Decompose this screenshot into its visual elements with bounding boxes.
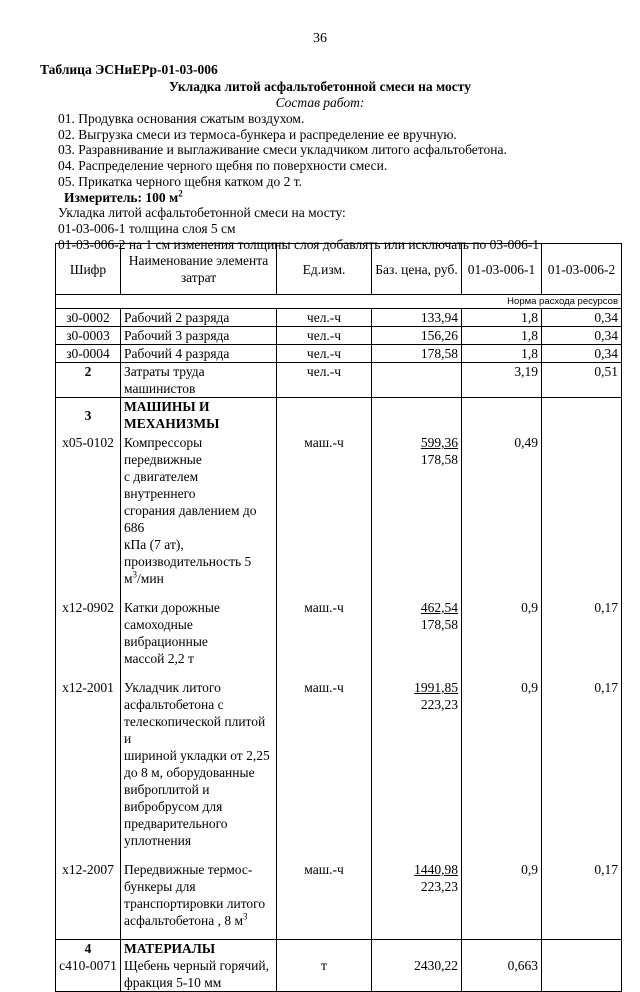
norm-row [56,295,622,309]
cell-price: 2430,22 [372,957,462,992]
measurer: Измеритель: 100 $м^2$ [64,188,183,205]
cell-code: 2 [56,363,121,398]
section-row [56,398,622,433]
cell-unit: маш.-ч [277,597,372,677]
page-number: 36 [313,31,327,46]
work-heading: Состав работ: [275,95,365,110]
description-line: Укладка литой асфальтобетонной смеси на мосту: [58,205,346,221]
cell-value-2: 0,34 [542,345,622,363]
cell-code: х12-2001 [56,677,121,859]
cell-code: з0-0002 [56,309,121,327]
cell-unit: маш.-ч [277,677,372,859]
cell-value-1: 1,8 [462,309,542,327]
norm-label: Норма расхода ресурсов [56,295,622,309]
cell-price [372,398,462,433]
cell-unit: маш.-ч [277,859,372,940]
header-code: Шифр [56,244,121,295]
cell-price: 599,36 178,58 [372,432,462,597]
cell-code: х12-2007 [56,859,121,940]
work-description [58,111,539,252]
cell-code: 4 [56,940,121,958]
cell-code: х05-0102 [56,432,121,597]
cell-price: 1440,98 223,23 [372,859,462,940]
labor-row [56,327,622,345]
cell-unit [277,940,372,958]
cell-name: Компрессоры передвижные с двигателем внутреннего сгорания давлением до 686 кПа (7 ат), производительность 5 $м^3$/мин [121,432,277,597]
description-line: 01-03-006-1 толщина слоя 5 см [58,220,236,236]
resource-table [55,243,622,992]
header-col2: 01-03-006-2 [542,244,622,295]
labor-row [56,345,622,363]
cell-unit [277,398,372,433]
cell-name: Рабочий 3 разряда [121,327,277,345]
table-header-row [56,244,622,295]
header-name: Наименование элемента затрат [121,244,277,295]
cell-code: з0-0004 [56,345,121,363]
cell-unit: чел.-ч [277,345,372,363]
cell-value-2: 0,34 [542,327,622,345]
section-row [56,363,622,398]
machine-row [56,432,622,597]
cell-code: з0-0003 [56,327,121,345]
cell-value-1: 0,49 [462,432,542,597]
table-subtitle: Укладка литой асфальтобетонной смеси на мосту [169,79,471,94]
cell-value-1: 0,9 [462,597,542,677]
cell-code: 3 [56,398,121,433]
cell-value-1: 3,19 [462,363,542,398]
machine-row [56,859,622,940]
cell-name: Рабочий 2 разряда [121,309,277,327]
cell-name: Затраты труда машинистов [121,363,277,398]
work-item: 01. Продувка основания сжатым воздухом. [58,111,305,126]
work-item: 04. Распределение черного щебня по поверхности смеси. [58,158,388,174]
cell-price: 133,94 [372,309,462,327]
cell-value-2: 0,17 [542,597,622,677]
cell-unit: чел.-ч [277,363,372,398]
cell-value-2 [542,398,622,433]
cell-value-1 [462,398,542,433]
work-item: 05. Прикатка черного щебня катком до 2 т. [58,173,303,189]
cell-name: Передвижные термос- бункеры для транспортировки литого асфальтобетона , 8 $м^3$ [121,859,277,940]
cell-value-1: 1,8 [462,327,542,345]
cell-unit: чел.-ч [277,309,372,327]
cell-unit: маш.-ч [277,432,372,597]
cell-value-1 [462,940,542,958]
cell-value-1: 1,8 [462,345,542,363]
cell-code: с410-0071 [56,957,121,992]
header-unit: Ед.изм. [277,244,372,295]
cell-name: МАТЕРИАЛЫ [121,940,277,958]
cell-value-2: 0,17 [542,859,622,940]
machine-row [56,597,622,677]
cell-price: 1991,85 223,23 [372,677,462,859]
cell-name: Рабочий 4 разряда [121,345,277,363]
cell-price: 178,58 [372,345,462,363]
cell-name: МАШИНЫ И МЕХАНИЗМЫ [121,398,277,433]
material-row [56,957,622,992]
section-row [56,940,622,958]
header-price: Баз. цена, руб. [372,244,462,295]
cell-value-2 [542,957,622,992]
labor-row [56,309,622,327]
cell-code: х12-0902 [56,597,121,677]
cell-name: Катки дорожные самоходные вибрационные массой 2,2 т [121,597,277,677]
cell-value-1: 0,9 [462,859,542,940]
cell-price [372,940,462,958]
cell-value-2 [542,940,622,958]
cell-name: Щебень черный горячий, фракция 5-10 мм [121,957,277,992]
cell-value-2: 0,34 [542,309,622,327]
cell-value-1: 0,663 [462,957,542,992]
cell-price: 156,26 [372,327,462,345]
cell-price [372,363,462,398]
work-item: 02. Выгрузка смеси из термоса-бункера и распределение ее вручную. [58,126,457,142]
cell-value-2: 0,17 [542,677,622,859]
header-col1: 01-03-006-1 [462,244,542,295]
work-item: 03. Разравнивание и выглаживание смеси укладчиком литого асфальтобетона. [58,142,507,158]
cell-value-2 [542,432,622,597]
table-title: Таблица ЭСНиЕРр-01-03-006 [40,62,218,77]
machine-row [56,677,622,859]
cell-unit: чел.-ч [277,327,372,345]
cell-name: Укладчик литого асфальтобетона с телескопической плитой и шириной укладки от 2,25 до 8 м, оборудованные виброплитой и вибробрусом для предварительного уплотнения [121,677,277,859]
cell-unit: т [277,957,372,992]
cell-value-1: 0,9 [462,677,542,859]
cell-price: 462,54 178,58 [372,597,462,677]
description-line: 01-03-006-2 на 1 см изменения толщины слоя добавлять или исключать по 03-006-1 [58,236,540,252]
cell-value-2: 0,51 [542,363,622,398]
